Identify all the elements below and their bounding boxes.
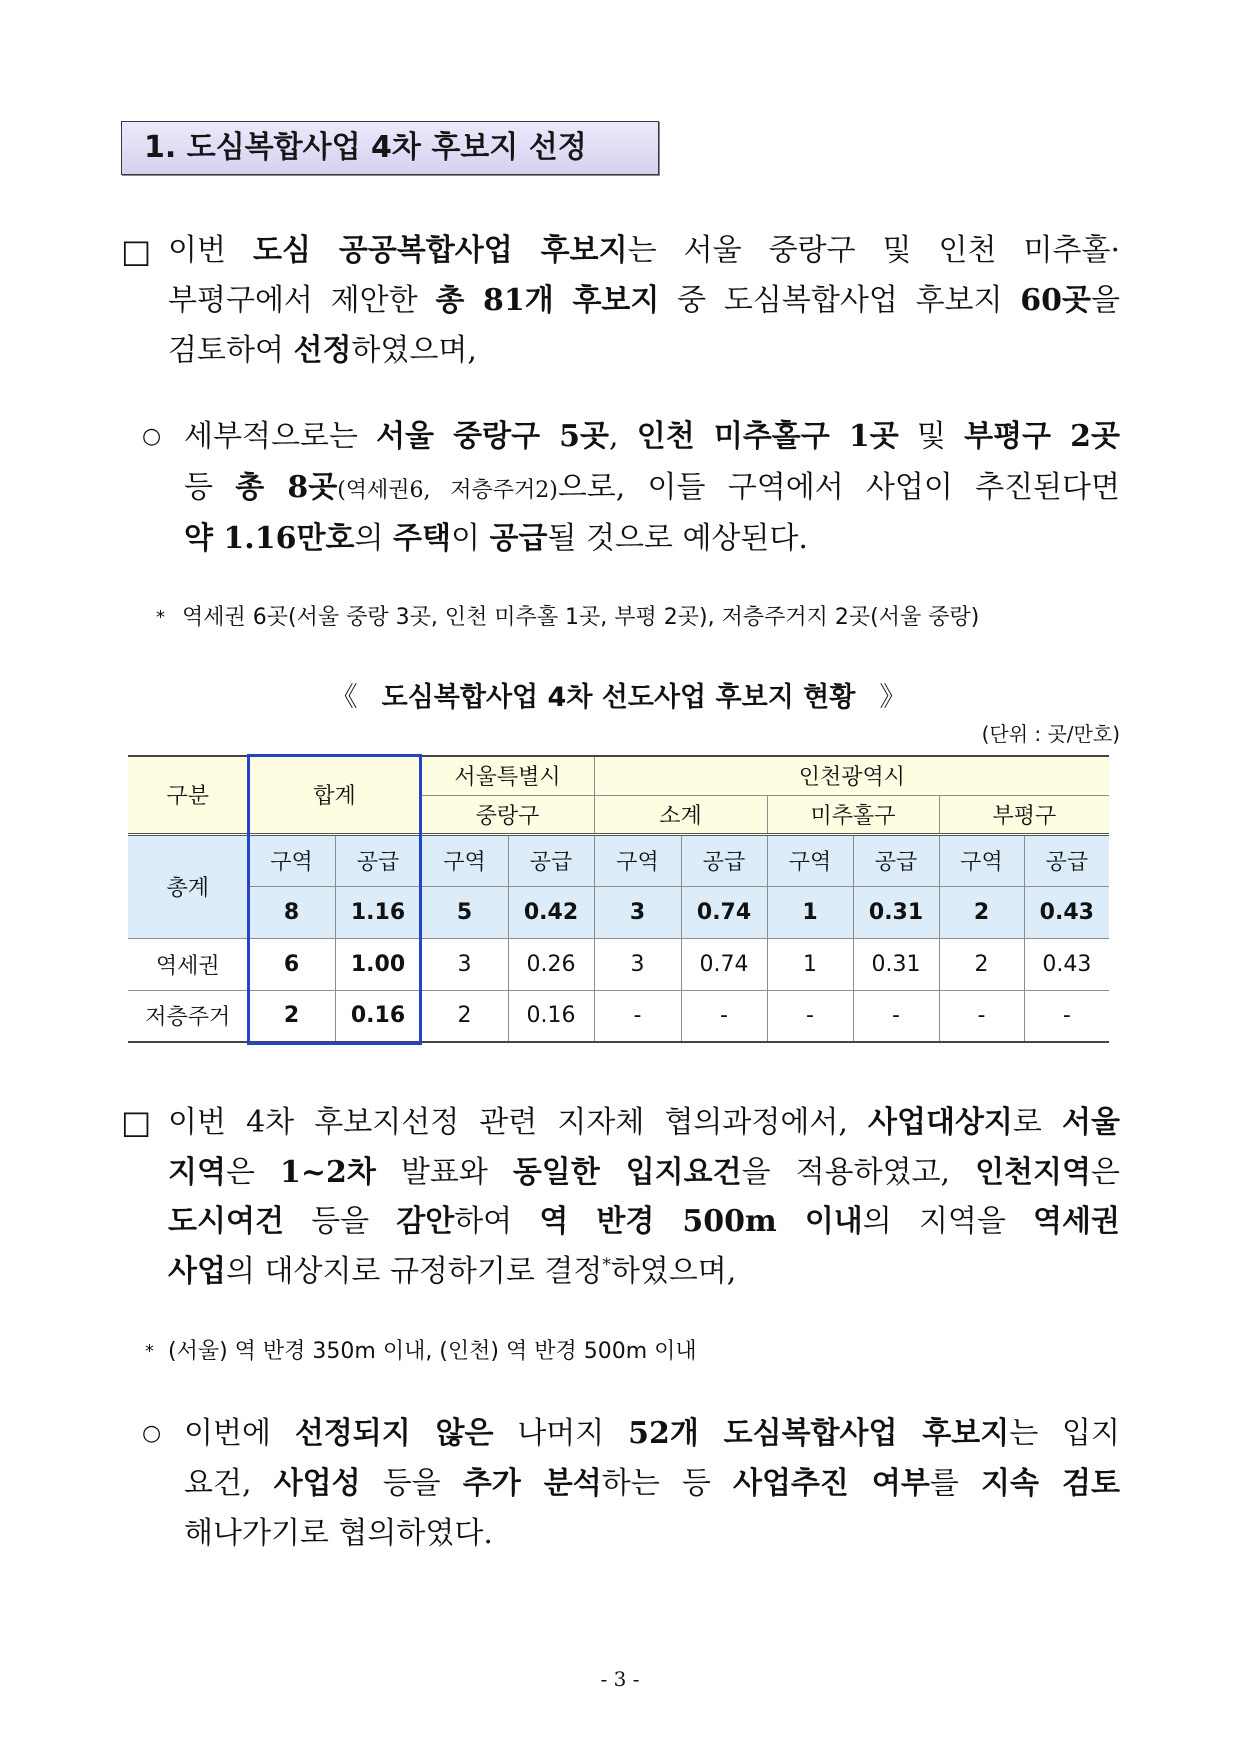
text-run: 이번에 bbox=[184, 1416, 295, 1451]
header-seoul: 서울특별시 bbox=[421, 756, 594, 795]
text-run: 검토하여 bbox=[168, 333, 294, 368]
row-label-station-area: 역세권 bbox=[128, 938, 248, 990]
text-run: 하여 bbox=[454, 1204, 540, 1239]
table-unit: (단위 : 곳/만호) bbox=[981, 722, 1120, 746]
table-title-text: 도심복합사업 4차 선도사업 후보지 현황 bbox=[381, 682, 856, 713]
paragraph-lines bbox=[168, 1098, 1120, 1296]
emphasis-text-run: 공급 bbox=[489, 521, 548, 556]
text-run: 하였으며, bbox=[351, 333, 477, 368]
table-cell: 0.31 bbox=[853, 938, 939, 990]
text-run: 이번 4차 후보지선정 관련 지자체 협의과정에서, bbox=[168, 1105, 868, 1140]
table-title bbox=[128, 680, 1109, 716]
emphasis-text-run: 인천 미추홀구 1곳 bbox=[636, 419, 899, 454]
table-row-station-area bbox=[128, 938, 1109, 990]
paragraph-line bbox=[184, 513, 1120, 564]
text-run: 의 지역을 bbox=[862, 1204, 1034, 1239]
header-incheon: 인천광역시 bbox=[594, 756, 1109, 795]
table-cell: 1.16 bbox=[335, 886, 421, 938]
table-cell: - bbox=[939, 990, 1024, 1042]
header-jungnang: 중랑구 bbox=[421, 795, 594, 834]
emphasis-text-run: 사업성 bbox=[273, 1466, 361, 1501]
text-run: 이 bbox=[450, 521, 490, 556]
square-bullet: □ bbox=[121, 232, 152, 270]
emphasis-text-run: 지속 검토 bbox=[981, 1466, 1120, 1501]
table-cell: 1 bbox=[767, 886, 853, 938]
subheader-area: 구역 bbox=[421, 834, 508, 886]
paragraph-line bbox=[184, 1459, 1120, 1509]
table-cell: 0.42 bbox=[508, 886, 594, 938]
circle-bullet: ○ bbox=[142, 1421, 162, 1446]
text-run: 등을 bbox=[283, 1204, 397, 1239]
table-cell: 2 bbox=[939, 938, 1024, 990]
table-cell: 2 bbox=[939, 886, 1024, 938]
table-cell: - bbox=[853, 990, 939, 1042]
header-michuhol: 미추홀구 bbox=[767, 795, 939, 834]
paragraph-lines bbox=[168, 226, 1120, 376]
title-open-bracket: 《 bbox=[330, 682, 358, 713]
text-run: 중 도심복합사업 후보지 bbox=[659, 283, 1021, 318]
title-close-bracket: 》 bbox=[879, 682, 907, 713]
footnote-reference: * bbox=[602, 1254, 611, 1275]
emphasis-text-run: 동일한 입지요건 bbox=[512, 1154, 742, 1190]
subheader-supply: 공급 bbox=[1024, 834, 1109, 886]
table-cell: 0.31 bbox=[853, 886, 939, 938]
table-cell: 0.26 bbox=[508, 938, 594, 990]
emphasis-text-run: 서울 중랑구 5곳 bbox=[376, 419, 610, 454]
paragraph-line bbox=[168, 1197, 1120, 1247]
emphasis-text-run: 역세권 bbox=[1033, 1204, 1120, 1239]
text-run: 의 bbox=[354, 521, 393, 556]
table-cell: 2 bbox=[248, 990, 335, 1042]
emphasis-text-run: 총 81개 후보지 bbox=[435, 283, 660, 318]
square-bullet: □ bbox=[121, 1103, 152, 1141]
emphasis-text-run: 60곳 bbox=[1020, 283, 1092, 318]
paragraph-line bbox=[184, 1509, 1120, 1559]
emphasis-text-run: 도심 공공복합사업 후보지 bbox=[252, 233, 628, 268]
text-run: 및 bbox=[898, 419, 965, 454]
text-run: , bbox=[609, 419, 637, 454]
subheader-supply: 공급 bbox=[681, 834, 767, 886]
table-cell: 3 bbox=[421, 938, 508, 990]
text-run: 부평구에서 제안한 bbox=[168, 283, 436, 318]
text-run: 하였으며, bbox=[610, 1253, 737, 1289]
table-row-total bbox=[128, 886, 1109, 938]
section-title: 1. 도심복합사업 4차 후보지 선정 bbox=[144, 130, 587, 165]
emphasis-text-run: 선정되지 않은 bbox=[294, 1416, 494, 1451]
emphasis-text-run: 선정 bbox=[293, 333, 352, 368]
text-run: 의 대상지로 규정하기로 결정 bbox=[225, 1253, 603, 1289]
paragraph-line bbox=[168, 1148, 1120, 1198]
footnote-text: 역세권 6곳(서울 중랑 3곳, 인천 미추홀 1곳, 부평 2곳), 저층주거지 2곳(서울 중랑) bbox=[182, 605, 980, 630]
paragraph-line bbox=[168, 1098, 1120, 1148]
candidate-sites-table bbox=[128, 755, 1109, 1043]
table-cell: 5 bbox=[421, 886, 508, 938]
text-run: 을 적용하였고, bbox=[741, 1154, 976, 1190]
emphasis-text-run: 부평구 2곳 bbox=[964, 419, 1120, 454]
table-cell: 0.43 bbox=[1024, 938, 1109, 990]
emphasis-text-run: 지역 bbox=[168, 1154, 226, 1190]
text-run: 해나가기로 협의하였다. bbox=[184, 1516, 493, 1551]
table-row-low-rise bbox=[128, 990, 1109, 1042]
text-run: 하는 등 bbox=[601, 1466, 733, 1501]
emphasis-text-run: 약 1.16만호 bbox=[184, 521, 355, 556]
header-bupyeong: 부평구 bbox=[939, 795, 1109, 834]
table-cell: 6 bbox=[248, 938, 335, 990]
circle-bullet: ○ bbox=[142, 424, 162, 449]
text-run: 는 입지 bbox=[1009, 1416, 1121, 1451]
table-cell: 3 bbox=[594, 938, 681, 990]
table-cell: 1.00 bbox=[335, 938, 421, 990]
paragraph-line bbox=[168, 226, 1120, 276]
emphasis-text-run: 감안 bbox=[396, 1204, 455, 1239]
page-number: - 3 - bbox=[600, 1667, 640, 1691]
emphasis-text-run: 사업추진 여부 bbox=[732, 1466, 930, 1501]
paragraph-line bbox=[184, 411, 1120, 462]
table-cell: 2 bbox=[421, 990, 508, 1042]
section-title-box bbox=[121, 121, 659, 175]
table-cell: - bbox=[767, 990, 853, 1042]
paragraph-line bbox=[184, 462, 1120, 513]
emphasis-text-run: 주택 bbox=[392, 521, 451, 556]
text-run: 발표와 bbox=[375, 1154, 513, 1190]
paragraph-line bbox=[168, 276, 1120, 326]
text-run: 으로, 이들 구역에서 사업이 추진된다면 bbox=[557, 470, 1120, 505]
text-run: 나머지 bbox=[493, 1416, 629, 1451]
parenthetical-text-run: (역세권6, 저층주거2) bbox=[337, 478, 558, 503]
emphasis-text-run: 인천지역 bbox=[975, 1154, 1091, 1190]
table-cell: 1 bbox=[767, 938, 853, 990]
table-cell: 0.43 bbox=[1024, 886, 1109, 938]
text-run: 요건, bbox=[184, 1466, 274, 1501]
table-cell: 0.74 bbox=[681, 938, 767, 990]
paragraph-lines bbox=[184, 1409, 1120, 1559]
table-header-row bbox=[128, 756, 1109, 795]
header-total: 합계 bbox=[248, 756, 421, 834]
table-cell: - bbox=[681, 990, 767, 1042]
emphasis-text-run: 52개 도심복합사업 후보지 bbox=[628, 1416, 1010, 1451]
text-run: 등을 bbox=[360, 1466, 463, 1501]
text-run: 을 bbox=[1091, 283, 1120, 318]
paragraph-line bbox=[184, 1409, 1120, 1459]
emphasis-text-run: 역 반경 500m 이내 bbox=[539, 1204, 863, 1239]
row-label-low-rise: 저층주거 bbox=[128, 990, 248, 1042]
text-run: 될 것으로 예상된다. bbox=[547, 521, 808, 556]
table-cell: - bbox=[1024, 990, 1109, 1042]
text-run: 세부적으로는 bbox=[184, 419, 377, 454]
emphasis-text-run: 추가 분석 bbox=[462, 1466, 602, 1501]
subheader-area: 구역 bbox=[248, 834, 335, 886]
table-cell: 0.16 bbox=[335, 990, 421, 1042]
emphasis-text-run: 사업대상지 bbox=[868, 1105, 1013, 1140]
table-subheader-row bbox=[128, 834, 1109, 886]
row-label-total: 총계 bbox=[128, 834, 248, 938]
emphasis-text-run: 사업 bbox=[168, 1253, 226, 1289]
footnote-asterisk: * bbox=[145, 1341, 154, 1362]
text-run: 이번 bbox=[168, 233, 253, 268]
table-cell: 3 bbox=[594, 886, 681, 938]
footnote-text: (서울) 역 반경 350m 이내, (인천) 역 반경 500m 이내 bbox=[168, 1339, 697, 1364]
emphasis-text-run: 총 8곳 bbox=[235, 470, 338, 505]
subheader-area: 구역 bbox=[767, 834, 853, 886]
subheader-supply: 공급 bbox=[335, 834, 421, 886]
text-run: 를 bbox=[929, 1466, 981, 1501]
subheader-supply: 공급 bbox=[853, 834, 939, 886]
paragraph-lines bbox=[184, 411, 1120, 564]
footnote-asterisk: * bbox=[156, 607, 165, 628]
table-cell: 0.74 bbox=[681, 886, 767, 938]
table-cell: 8 bbox=[248, 886, 335, 938]
header-category: 구분 bbox=[128, 756, 248, 834]
emphasis-text-run: 서울 bbox=[1062, 1105, 1120, 1140]
text-run: 등 bbox=[184, 470, 236, 505]
subheader-area: 구역 bbox=[594, 834, 681, 886]
paragraph-line bbox=[168, 326, 1120, 376]
paragraph-line bbox=[168, 1247, 1120, 1297]
subheader-area: 구역 bbox=[939, 834, 1024, 886]
header-incheon-subtotal: 소계 bbox=[594, 795, 767, 834]
text-run: 는 서울 중랑구 및 인천 미추홀· bbox=[627, 233, 1121, 268]
text-run: 은 bbox=[225, 1154, 280, 1190]
emphasis-text-run: 1~2차 bbox=[279, 1154, 376, 1190]
subheader-supply: 공급 bbox=[508, 834, 594, 886]
text-run: 로 bbox=[1012, 1105, 1063, 1140]
text-run: 은 bbox=[1091, 1154, 1120, 1190]
table-cell: 0.16 bbox=[508, 990, 594, 1042]
emphasis-text-run: 도시여건 bbox=[168, 1204, 284, 1239]
table-cell: - bbox=[594, 990, 681, 1042]
